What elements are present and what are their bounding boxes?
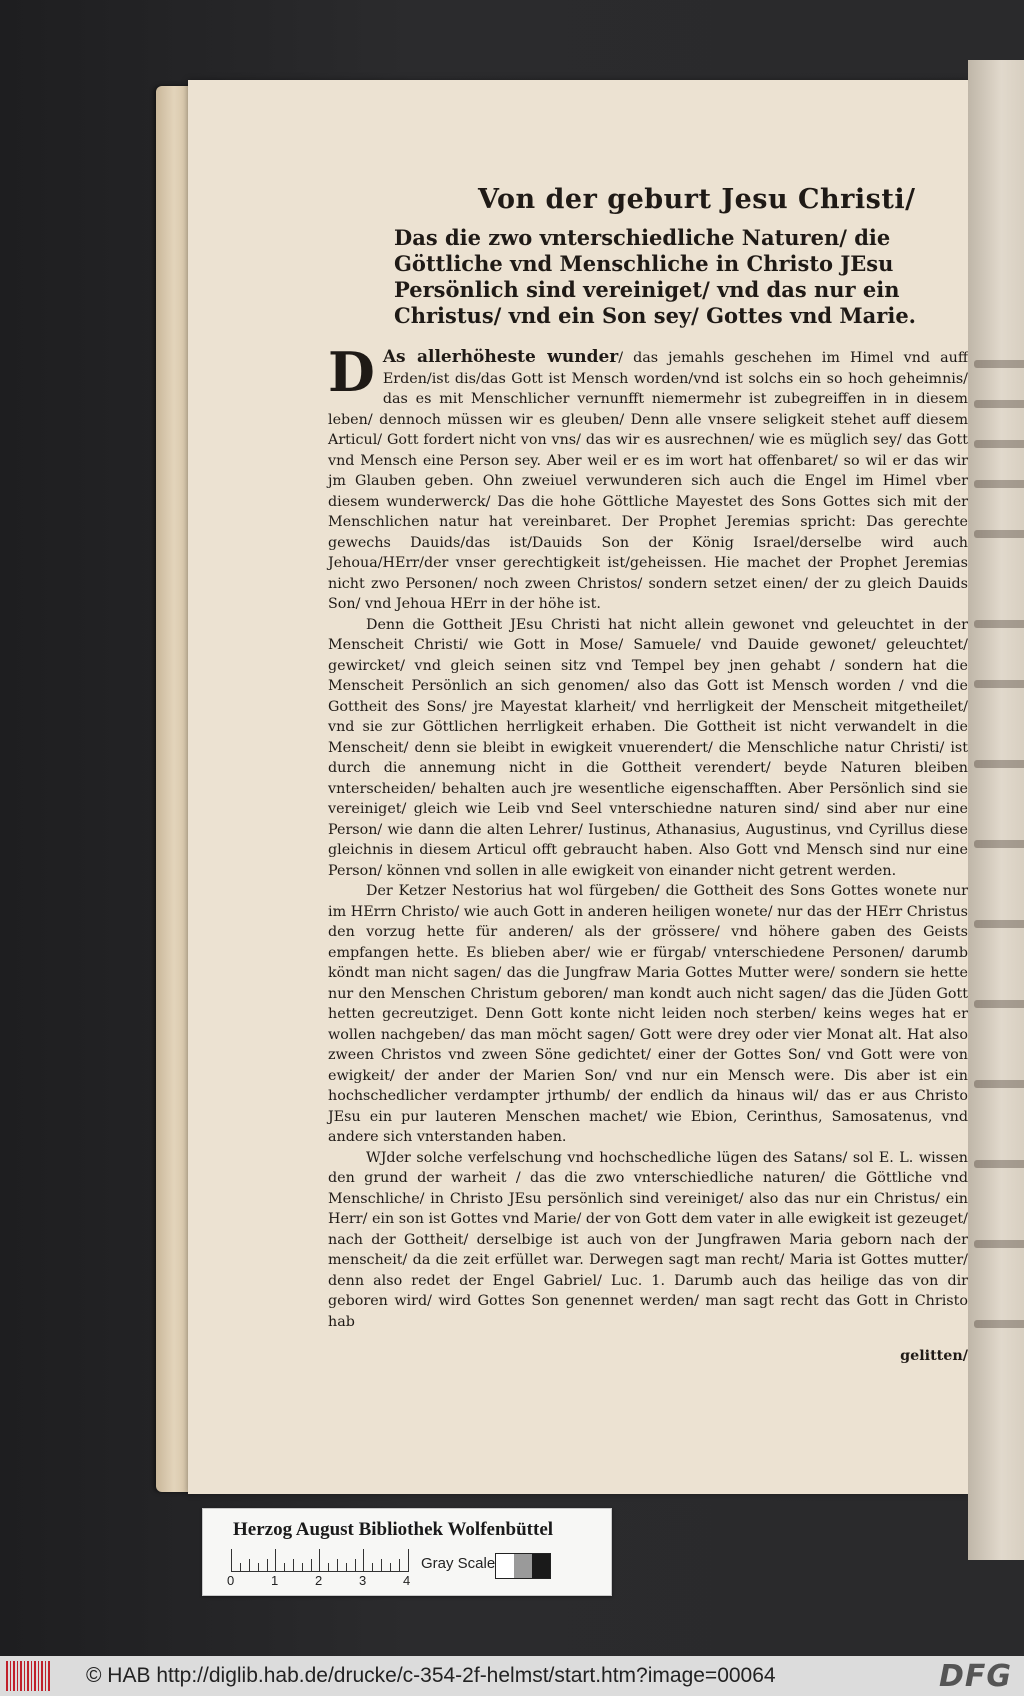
catchword: gelitten/	[900, 1348, 968, 1365]
opening-words: As allerhöheste wunder	[382, 347, 619, 367]
library-name: Herzog August Bibliothek Wolfenbüttel	[233, 1519, 554, 1540]
scale-ruler	[231, 1549, 409, 1572]
footer-credit[interactable]: © HAB http://diglib.hab.de/drucke/c-354-2f-helmst/start.htm?image=00064	[86, 1664, 776, 1687]
page-subtitle: Das die zwo vnterschiedliche Naturen/ die Göttliche vnd Menschliche in Christo JEsu Persönlich sind vereiniget/ vnd das nur ein Christus/ vnd ein Son sey/ Gottes vnd Marie.	[394, 225, 916, 328]
page-content	[328, 184, 968, 1381]
ruler-number: 1	[271, 1573, 279, 1588]
drop-cap: D	[328, 340, 375, 404]
page-title: Von der geburt Jesu Christi/	[478, 184, 916, 215]
paragraph-2: Denn die Gottheit JEsu Christi hat nicht allein gewonet vnd geleuchtet in der Menscheit Christi/ wie Gott in Mose/ Samuele/ vnd Dauide gewonet/ geleuchtet/ gewircket/ vnd gleich seinen sitz vnd Tempel bey jnen gehabt / sondern hat die Menscheit Persönlich an sich genomen/ also das Gott ist Mensch worden / vnd die Gottheit des Sons/ jre Mayestat klarheit/ vnd herrligkeit der Menscheit mitgetheilet/ vnd sie zur Göttlichen herrligkeit erhaben. Die Gottheit ist nicht verwandelt in die Menscheit/ denn sie bleibt in ewigkeit vnuerendert/ die Menschliche natur Christi/ ist durch die annemung nicht in die Gottheit verendert/ beyde Naturen bleiben vnterscheiden/ behalten auch jre wesentliche eigenschafften. Aber Persönlich sind sie vereiniget/ gleich wie Leib vnd Seel vnterschiedne naturen sind/ sind aber nur eine Person/ wie dann die alten Lehrer/ Iustinus, Athanasius, Augustinus, vnd Cyrillus diese gleichnis in diesem Articul offt gebraucht haben. Also Gott vnd Mensch sind nur eine Person/ können vnd sollen in alle ewigkeit von einander nicht getrent werden.	[328, 616, 968, 879]
dfg-logo: DFG	[938, 1658, 1012, 1694]
footer-bar	[0, 1656, 1024, 1696]
paragraph-1	[328, 340, 968, 615]
book-page	[188, 80, 968, 1494]
ruler-number: 3	[359, 1573, 367, 1588]
body-text	[328, 340, 968, 1367]
paragraph-4: WJder solche verfelschung vnd hochschedliche lügen des Satans/ sol E. L. wissen den grund der warheit / das die zwo vnterschiedliche naturen/ die Göttliche vnd Menschliche/ in Christo JEsu persönlich sind vereiniget/ also das nur ein Christus/ ein Herr/ ein son ist Gottes vnd Marie/ der von Gott dem vater in alle ewigkeit ist gezeuget/ nach der Gottheit/ derselbige ist auch von der Jungfrawen Maria geborn nach der menscheit/ da die zeit erfüllet war. Derwegen sagt man recht/ Maria ist Gottes mutter/ denn also redet der Engel Gabriel/ Luc. 1. Darumb auch das heilige das von dir geboren wird/ wird Gottes Son genennet werden/ man sagt recht das Gott in Christo hab	[328, 1149, 968, 1330]
gray-scale-label: Gray Scale	[421, 1555, 496, 1572]
paragraph-1-text: / das jemahls geschehen im Himel vnd auff Erden/ist dis/das Gott ist Mensch worden/vnd ist solchs ein so hoch geheimnis/ das es mit Menschlicher vernunfft niemermehr ist zubegreiffen in in diesem leben/ dennoch müssen wir es gleuben/ Denn alle vnsere seligkeit stehet auff diesem Articul/ Gott fordert nicht von vns/ das wir es ausrechnen/ wie es müglich sey/ das Gott vnd Mensch eine Person sey. Aber weil er es im wort hat offenbaret/ so wil er das wir jm Glauben geben. Ohn zweiuel verwunderen sich auch die Engel im Himel vber diesem wunderwerck/ Das die hohe Göttliche Mayestet des Sons Gottes sich mit der Menschlichen natur hat vereinbaret. Der Prophet Jeremias spricht: Das gerechte gewechs Dauids/das ist/Dauids Son der König Israel/derselbe wird auch Jehoua/HErr/der vnser gerechtigkeit ist/geheissen. Hie machet der Prophet Jeremias nicht zwo Personen/ noch zween Christos/ sondern setzet einen/ der zu gleich Dauids Son/ vnd Jehoua HErr in der höhe ist.	[328, 350, 968, 612]
gray-scale-swatch	[495, 1553, 551, 1579]
library-label	[202, 1508, 612, 1596]
barcode-icon	[6, 1661, 50, 1691]
paragraph-3: Der Ketzer Nestorius hat wol fürgeben/ die Gottheit des Sons Gottes wonete nur im HErrn Christo/ wie auch Gott in anderen heiligen wonete/ nur das der HErr Christus den vorzug hette für anderen/ als der grössere/ vnd höhere gaben des Geists empfangen hette. Es blieben aber/ wie er fürgab/ vnterschiedene Personen/ darumb köndt man nicht sagen/ das die Jungfraw Maria Gottes Mutter were/ sondern sie hette nur den Menschen Christum geboren/ man kondt auch nicht sagen/ das die Jüden Gott hetten gecreutziget. Denn Gott konte nicht leiden noch sterben/ keins weges hat er wollen nachgeben/ das man möcht sagen/ Gott were drey oder vier Monat alt. Hat also zween Christos vnd zween Söne gedichtet/ einer der Gottes Son/ vnd Gott were von ewigkeit/ der ander der Marien Son/ vnd nur ein Mensch were. Dis aber ist ein hochschedlicher verdampter jrthumb/ der endlich da hinaus wil/ das er aus Christo JEsu ein pur lauteren Menschen machet/ wie Ebion, Cerinthus, Samosatenus, vnd andere sich vnterstanden haben.	[328, 883, 968, 1145]
adjacent-page-edge	[968, 60, 1024, 1560]
ruler-number: 4	[403, 1573, 411, 1588]
ruler-number: 2	[315, 1573, 323, 1588]
ruler-number: 0	[227, 1573, 235, 1588]
